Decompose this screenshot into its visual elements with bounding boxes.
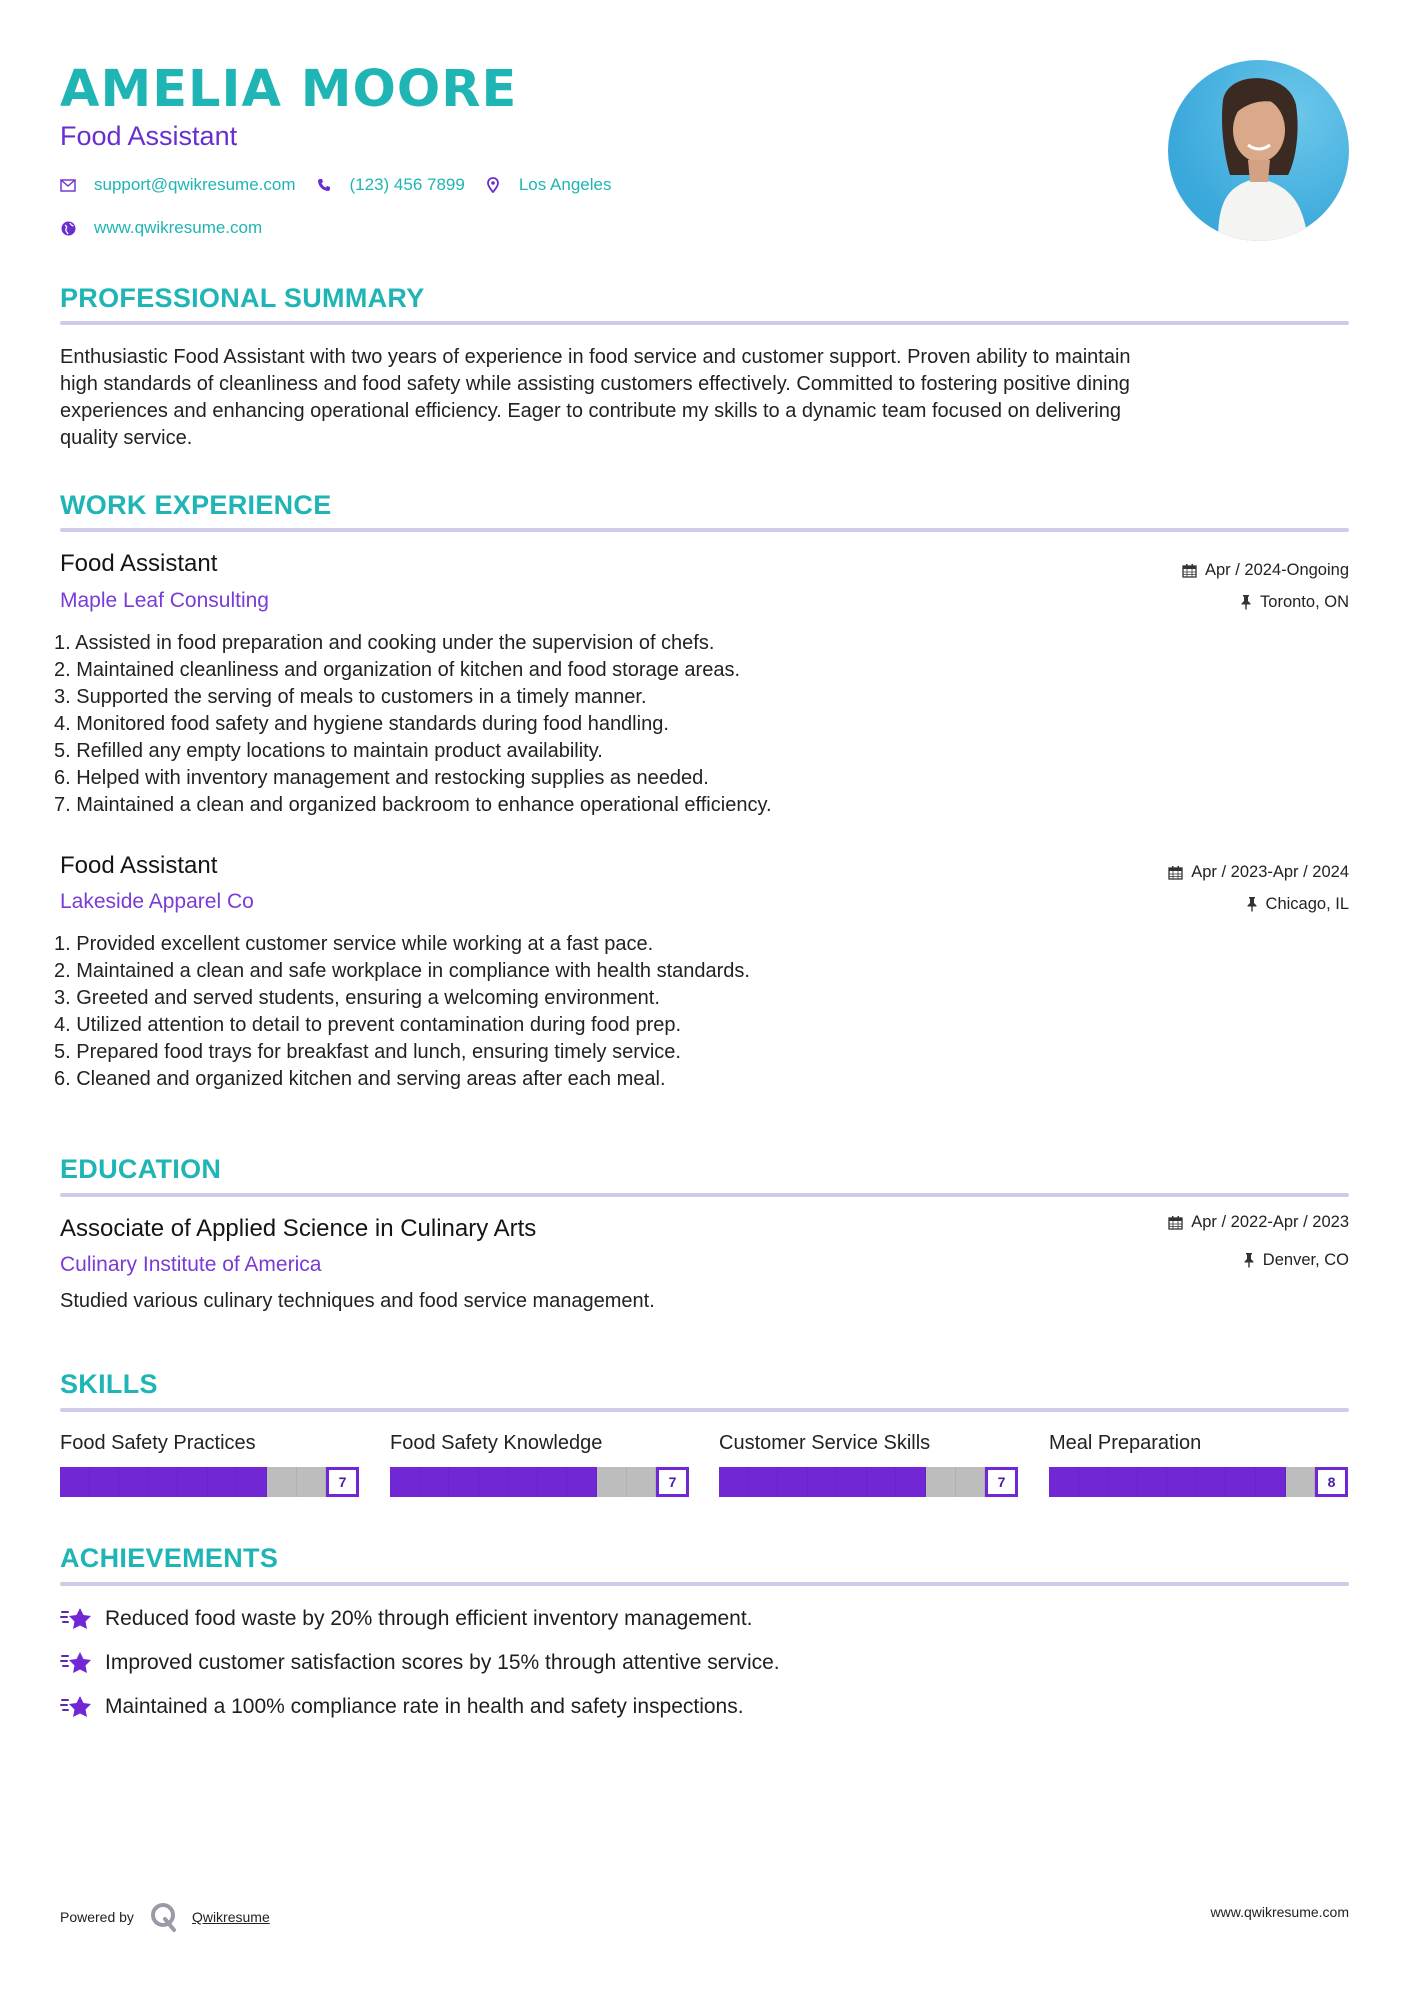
skill-rating-bar <box>1049 1467 1348 1497</box>
section-title-summary: PROFESSIONAL SUMMARY <box>60 283 425 313</box>
skill-segment <box>1286 1467 1316 1497</box>
skill-segment <box>449 1467 479 1497</box>
section-title-experience: WORK EXPERIENCE <box>60 490 332 520</box>
skill-item <box>1049 1430 1348 1490</box>
job-responsibilities <box>54 931 750 1093</box>
job-location: Toronto, ON <box>1240 592 1349 612</box>
skill-segment <box>119 1467 149 1497</box>
list-item: 7. Maintained a clean and organized backroom to enhance operational efficiency. <box>54 794 772 816</box>
skill-segment <box>808 1467 838 1497</box>
skill-segment <box>508 1467 538 1497</box>
list-item: 5. Prepared food trays for breakfast and lunch, ensuring timely service. <box>54 1041 681 1063</box>
skill-segment <box>1079 1467 1109 1497</box>
skill-item <box>60 1430 359 1490</box>
skill-segment <box>149 1467 179 1497</box>
shooting-star-icon <box>60 1605 92 1633</box>
contact-phone[interactable] <box>316 175 465 195</box>
contact-row <box>60 174 631 196</box>
skill-segment <box>749 1467 779 1497</box>
phone-text: (123) 456 7899 <box>349 175 465 194</box>
location-text: Los Angeles <box>518 175 612 194</box>
contact-location <box>485 175 612 195</box>
job-date: Apr / 2023-Apr / 2024 <box>1168 862 1349 882</box>
skill-segment <box>627 1467 657 1497</box>
skill-segment <box>208 1467 238 1497</box>
list-item: 1. Assisted in food preparation and cooking under the supervision of chefs. <box>54 632 715 654</box>
skill-segment <box>956 1467 986 1497</box>
skill-segment <box>538 1467 568 1497</box>
skill-segment <box>1108 1467 1138 1497</box>
person-photo-icon <box>1168 60 1349 241</box>
globe-icon <box>60 220 76 236</box>
skill-label: Customer Service Skills <box>719 1432 931 1454</box>
skill-segment <box>597 1467 627 1497</box>
footer-powered-by: Powered by Qwikresume <box>60 1902 270 1932</box>
footer-website[interactable]: www.qwikresume.com <box>1210 1904 1349 1920</box>
email-text: support@qwikresume.com <box>94 175 296 194</box>
pushpin-icon <box>1246 896 1258 912</box>
skill-segment <box>267 1467 297 1497</box>
education-location: Denver, CO <box>1243 1250 1349 1270</box>
qwikresume-link[interactable]: Qwikresume <box>191 1909 270 1925</box>
envelope-icon <box>60 177 76 193</box>
profile-photo <box>1168 60 1349 241</box>
skill-segment <box>926 1467 956 1497</box>
skill-segment <box>479 1467 509 1497</box>
skill-segment <box>1138 1467 1168 1497</box>
skill-segment <box>1256 1467 1286 1497</box>
skill-segment <box>420 1467 450 1497</box>
list-item: 6. Cleaned and organized kitchen and serving areas after each meal. <box>54 1068 666 1090</box>
contact-website[interactable] <box>60 218 262 238</box>
skill-label: Food Safety Practices <box>60 1432 256 1454</box>
skill-item <box>390 1430 689 1490</box>
skill-segment <box>90 1467 120 1497</box>
skill-segment <box>719 1467 749 1497</box>
job-location: Chicago, IL <box>1246 894 1349 914</box>
list-item: 3. Supported the serving of meals to customers in a timely manner. <box>54 686 647 708</box>
summary-text <box>60 344 1350 452</box>
job-title: Food Assistant <box>60 852 218 879</box>
skill-segment <box>867 1467 897 1497</box>
summary-line: Enthusiastic Food Assistant with two years of experience in food service and customer support. Proven ability to maintain <box>60 346 1131 368</box>
skill-label: Meal Preparation <box>1049 1432 1202 1454</box>
skill-segment <box>1226 1467 1256 1497</box>
skill-level-badge: 7 <box>326 1467 359 1497</box>
list-item: 3. Greeted and served students, ensuring a welcoming environment. <box>54 987 660 1009</box>
list-item: 5. Refilled any empty locations to maintain product availability. <box>54 740 603 762</box>
skill-level-badge: 7 <box>656 1467 689 1497</box>
list-item: 4. Monitored food safety and hygiene standards during food handling. <box>54 713 669 735</box>
skill-segment <box>60 1467 90 1497</box>
job-company: Maple Leaf Consulting <box>60 589 269 612</box>
section-divider <box>60 321 1349 325</box>
skill-item <box>719 1430 1018 1490</box>
skill-label: Food Safety Knowledge <box>390 1432 603 1454</box>
phone-icon <box>316 177 332 193</box>
map-pin-icon <box>485 177 501 193</box>
skill-rating-bar <box>719 1467 1018 1497</box>
shooting-star-icon <box>60 1693 92 1721</box>
skill-rating-bar <box>390 1467 689 1497</box>
section-divider <box>60 1193 1349 1197</box>
job-company: Lakeside Apparel Co <box>60 890 254 913</box>
skill-segment <box>178 1467 208 1497</box>
list-item: 4. Utilized attention to detail to prevent contamination during food prep. <box>54 1014 682 1036</box>
skill-rating-bar <box>60 1467 359 1497</box>
skill-segment <box>1049 1467 1079 1497</box>
list-item: 2. Maintained cleanliness and organization of kitchen and food storage areas. <box>54 659 741 681</box>
skill-level-badge: 8 <box>1315 1467 1348 1497</box>
job-title: Food Assistant <box>60 550 218 577</box>
summary-line: quality service. <box>60 427 193 449</box>
achievement-item: Reduced food waste by 20% through efficient inventory management. <box>60 1605 753 1633</box>
calendar-icon <box>1168 865 1183 880</box>
section-title-education: EDUCATION <box>60 1154 222 1184</box>
job-responsibilities <box>54 630 772 819</box>
list-item: 2. Maintained a clean and safe workplace in compliance with health standards. <box>54 960 750 982</box>
summary-line: experiences and enhancing operational efficiency. Eager to contribute my skills to a dynamic team focused on delivering <box>60 400 1121 422</box>
contact-row-2 <box>60 217 282 239</box>
qwikresume-logo-icon <box>150 1902 178 1932</box>
section-divider <box>60 528 1349 532</box>
candidate-name: AMELIA MOORE <box>60 60 518 119</box>
skill-segment <box>1197 1467 1227 1497</box>
calendar-icon <box>1182 563 1197 578</box>
contact-email[interactable] <box>60 175 296 195</box>
section-divider <box>60 1582 1349 1586</box>
skill-segment <box>567 1467 597 1497</box>
candidate-role: Food Assistant <box>60 121 238 151</box>
skill-segment <box>1167 1467 1197 1497</box>
skill-segment <box>837 1467 867 1497</box>
website-text: www.qwikresume.com <box>94 218 263 237</box>
summary-line: high standards of cleanliness and food safety while assisting customers effectively. Committed to fostering positive dining <box>60 373 1130 395</box>
pushpin-icon <box>1243 1252 1255 1268</box>
job-date: Apr / 2024-Ongoing <box>1182 560 1349 580</box>
list-item: 1. Provided excellent customer service while working at a fast pace. <box>54 933 654 955</box>
education-description: Studied various culinary techniques and food service management. <box>60 1290 655 1312</box>
section-title-skills: SKILLS <box>60 1369 158 1399</box>
skill-segment <box>237 1467 267 1497</box>
skill-segment <box>297 1467 327 1497</box>
education-school: Culinary Institute of America <box>60 1253 322 1276</box>
skill-level-badge: 7 <box>985 1467 1018 1497</box>
skill-segment <box>896 1467 926 1497</box>
achievement-item: Maintained a 100% compliance rate in health and safety inspections. <box>60 1693 744 1721</box>
skill-segment <box>390 1467 420 1497</box>
skill-segment <box>778 1467 808 1497</box>
calendar-icon <box>1168 1215 1183 1230</box>
section-divider <box>60 1408 1349 1412</box>
education-degree: Associate of Applied Science in Culinary Arts <box>60 1215 537 1242</box>
list-item: 6. Helped with inventory management and restocking supplies as needed. <box>54 767 709 789</box>
section-title-achievements: ACHIEVEMENTS <box>60 1543 279 1573</box>
achievement-item: Improved customer satisfaction scores by 15% through attentive service. <box>60 1649 780 1677</box>
education-date: Apr / 2022-Apr / 2023 <box>1168 1212 1349 1232</box>
shooting-star-icon <box>60 1649 92 1677</box>
pushpin-icon <box>1240 594 1252 610</box>
